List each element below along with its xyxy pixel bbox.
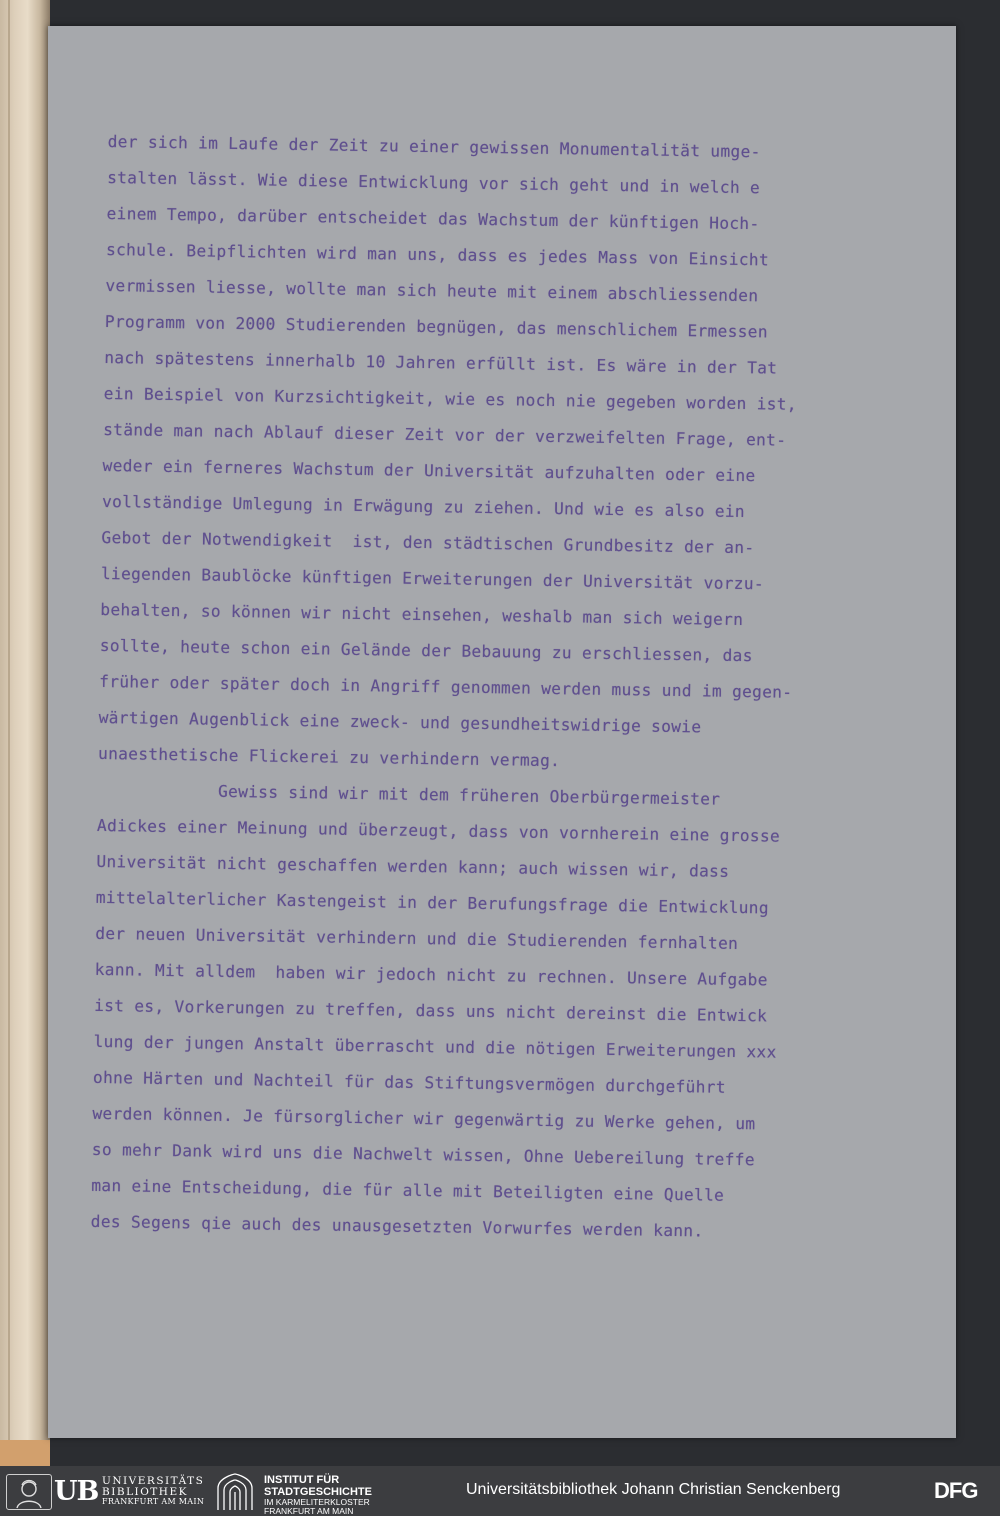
text-line: einem Tempo, darüber entscheidet das Wachstum der künftigen Hoch- [106,203,760,234]
library-title-link[interactable]: Universitätsbibliothek Johann Christian Senckenberg [466,1481,841,1498]
isg-line1: INSTITUT FÜR [264,1474,340,1486]
isg-line2: STADTGESCHICHTE [264,1486,372,1498]
text-line: nach spätestens innerhalb 10 Jahren erfüllt ist. Es wäre in der Tat [104,347,778,378]
viewer-footer [0,1466,1000,1516]
binder-spine [0,0,50,1466]
ub-line3: FRANKFURT AM MAIN [102,1497,205,1506]
text-line: Adickes einer Meinung und überzeugt, dass von vornherein eine grosse [96,815,781,846]
text-line: des Segens qie auch des unausgesetzten Vorwurfes werden kann. [90,1211,704,1241]
ub-line1: UNIVERSITÄTS [102,1475,205,1487]
text-line: ist es, Vorkerungen zu treffen, dass uns nicht dereinst die Entwick [94,995,768,1026]
text-line: Gewiss sind wir mit dem früheren Oberbürgermeister [97,779,721,809]
text-line: stände man nach Ablauf dieser Zeit vor der verzweifelten Frage, ent- [103,419,787,450]
text-line: vollständige Umlegung in Erwägung zu ziehen. Und wie es also ein [101,491,746,522]
text-line: man eine Entscheidung, die für alle mit Beteiligten eine Quelle [91,1175,725,1205]
isg-logo[interactable] [214,1472,404,1516]
text-line: weder ein ferneres Wachstum der Universität aufzuhalten oder eine [102,455,756,486]
text-line: unaesthetische Flickerei zu verhindern vermag. [97,743,561,771]
portrait-icon [6,1474,52,1510]
binder-edge [8,0,10,1466]
text-line: schule. Beipflichten wird man uns, dass es jedes Mass von Einsicht [105,239,770,270]
text-line: Universität nicht geschaffen werden kann; auch wissen wir, dass [96,851,730,881]
text-line: ein Beispiel von Kurzsichtigkeit, wie es noch nie gegeben worden ist, [103,383,797,414]
text-line: liegenden Baublöcke künftigen Erweiterungen der Universität vorzu- [100,563,765,594]
arch-icon [214,1472,256,1512]
isg-line3: IM KARMELITERKLOSTER [264,1497,370,1507]
document-page [48,26,956,1438]
text-line: Gebot der Notwendigkeit ist, den städtischen Grundbesitz der an- [101,527,755,558]
text-line: vermissen liesse, wollte man sich heute mit einem abschliessenden [105,275,759,306]
text-line: wärtigen Augenblick eine zweck- und gesundheitswidrige sowie [98,707,702,737]
text-line: stalten lässt. Wie diese Entwicklung vor sich geht und in welch e [107,167,761,198]
ub-name [102,1476,204,1508]
dfg-logo[interactable]: DFG [934,1478,978,1503]
isg-line4: FRANKFURT AM MAIN [264,1506,354,1516]
binder-corner [0,1440,50,1466]
ub-line2: BIBLIOTHEK [102,1485,188,1498]
text-line: mittelalterlicher Kastengeist in der Berufungsfrage die Entwicklung [95,887,769,918]
text-line: früher oder später doch in Angriff genommen werden muss und im gegen- [99,671,793,702]
isg-name [264,1474,372,1516]
typewritten-text [90,124,897,1252]
text-line: der sich im Laufe der Zeit zu einer gewissen Monumentalität umge- [107,131,761,162]
ub-logo[interactable] [6,1474,206,1510]
text-line: der neuen Universität verhindern und die Studierenden fernhalten [95,923,739,953]
text-line: Programm von 2000 Studierenden begnügen, das menschlichem Ermessen [104,311,768,342]
text-line: kann. Mit alldem haben wir jedoch nicht zu rechnen. Unsere Aufgabe [94,959,768,990]
text-line: behalten, so können wir nicht einsehen, weshalb man sich weigern [100,599,744,630]
text-line: werden können. Je fürsorglicher wir gegenwärtig zu Werke gehen, um [92,1103,756,1134]
ub-letters: UB [54,1476,99,1507]
text-line: lung der jungen Anstalt überrascht und die nötigen Erweiterungen xxx [93,1031,777,1062]
text-line: ohne Härten und Nachteil für das Stiftungsvermögen durchgeführt [92,1067,726,1097]
text-line: sollte, heute schon ein Gelände der Bebauung zu erschliessen, das [99,635,753,666]
text-line: so mehr Dank wird uns die Nachwelt wissen, Ohne Uebereilung treffe [91,1139,755,1170]
